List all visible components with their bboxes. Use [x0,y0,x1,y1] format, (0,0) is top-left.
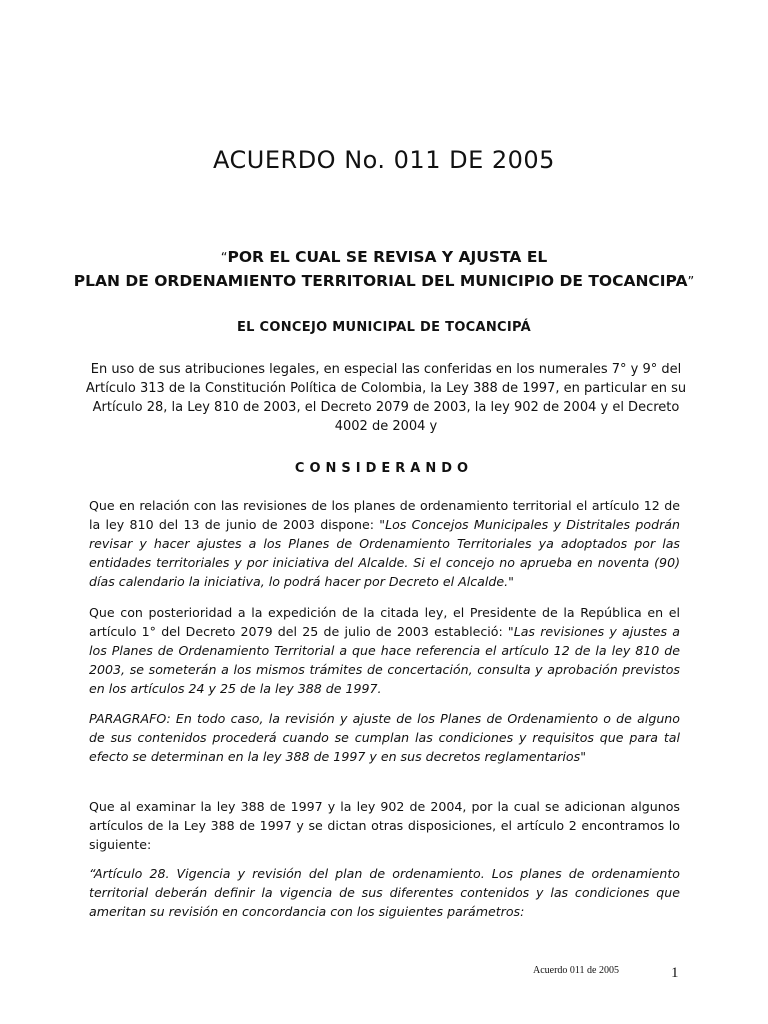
paragraph-2-quote: "Las revisiones y ajustes a los Planes de Ordenamiento Territorial a que hace referencia el artículo 12 de la ley 810 de 2003, se someterán a los mismos trámites de concertación, consulta y aprobación previstos en los artículos 24 y 25 de la ley 388 de 1997. [89,624,680,696]
paragraph-3 [89,709,680,766]
subtitle-close-quote: ” [687,275,695,290]
subtitle-line-2: PLAN DE ORDENAMIENTO TERRITORIAL DEL MUNICIPIO DE TOCANCIPA [73,272,688,290]
paragraph-5 [89,864,680,921]
considerando-heading: CONSIDERANDO [294,461,474,476]
paragraph-3-text: En todo caso, la revisión y ajuste de los Planes de Ordenamiento o de alguno de sus contenidos procederá cuando se cumplan las condiciones y requisitos que para tal efecto se determinan en la ley 388 de 1997 y en sus decretos reglamentarios" [89,711,680,764]
page-number: 1 [671,965,679,981]
council-heading: EL CONCEJO MUNICIPAL DE TOCANCIPÁ [236,320,532,335]
paragraph-4: Que al examinar la ley 388 de 1997 y la ley 902 de 2004, por la cual se adicionan algunos artículos de la Ley 388 de 1997 y se dictan otras disposiciones, el artículo 2 encontramos lo siguiente: [89,799,680,852]
paragraph-5-text: “Artículo 28. Vigencia y revisión del plan de ordenamiento. Los planes de ordenamiento territorial deberán definir la vigencia de sus diferentes contenidos y las condiciones que ameritan su revisión en concordancia con los siguientes parámetros: [89,866,680,919]
document-subtitle [40,246,728,294]
paragraph-1-quote: "Los Concejos Municipales y Distritales podrán revisar y hacer ajustes a los Planes de Ordenamiento Territoriales ya adoptados por las entidades territoriales y por iniciativa del Alcalde. Si el concejo no aprueba en noventa (90) días calendario la iniciativa, lo podrá hacer por Decreto el Alcalde." [89,517,680,589]
paragraph-3-label: PARAGRAFO: [89,711,176,726]
paragraph-2-text: Que con posterioridad a la expedición de la citada ley, el Presidente de la República en el artículo 1° del Decreto 2079 del 25 de julio de 2003 estableció: [89,605,680,639]
document-title: ACUERDO No. 011 DE 2005 [213,146,555,174]
paragraph-1 [89,496,680,591]
subtitle-line-1: POR EL CUAL SE REVISA Y AJUSTA EL [227,248,548,266]
subtitle-open-quote: “ [220,251,228,266]
intro-paragraph: En uso de sus atribuciones legales, en especial las conferidas en los numerales 7° y 9° del Artículo 313 de la Constitución Política de Colombia, la Ley 388 de 1997, en particular en su Artículo 28, la Ley 810 de 2003, el Decreto 2079 de 2003, la ley 902 de 2004 y el Decreto 4002 de 2004 y [85,362,687,434]
footer-label: Acuerdo 011 de 2005 [533,965,619,976]
paragraph-2 [89,603,680,698]
paragraph-1-text: Que en relación con las revisiones de los planes de ordenamiento territorial el artículo 12 de la ley 810 del 13 de junio de 2003 dispone: [89,498,680,532]
